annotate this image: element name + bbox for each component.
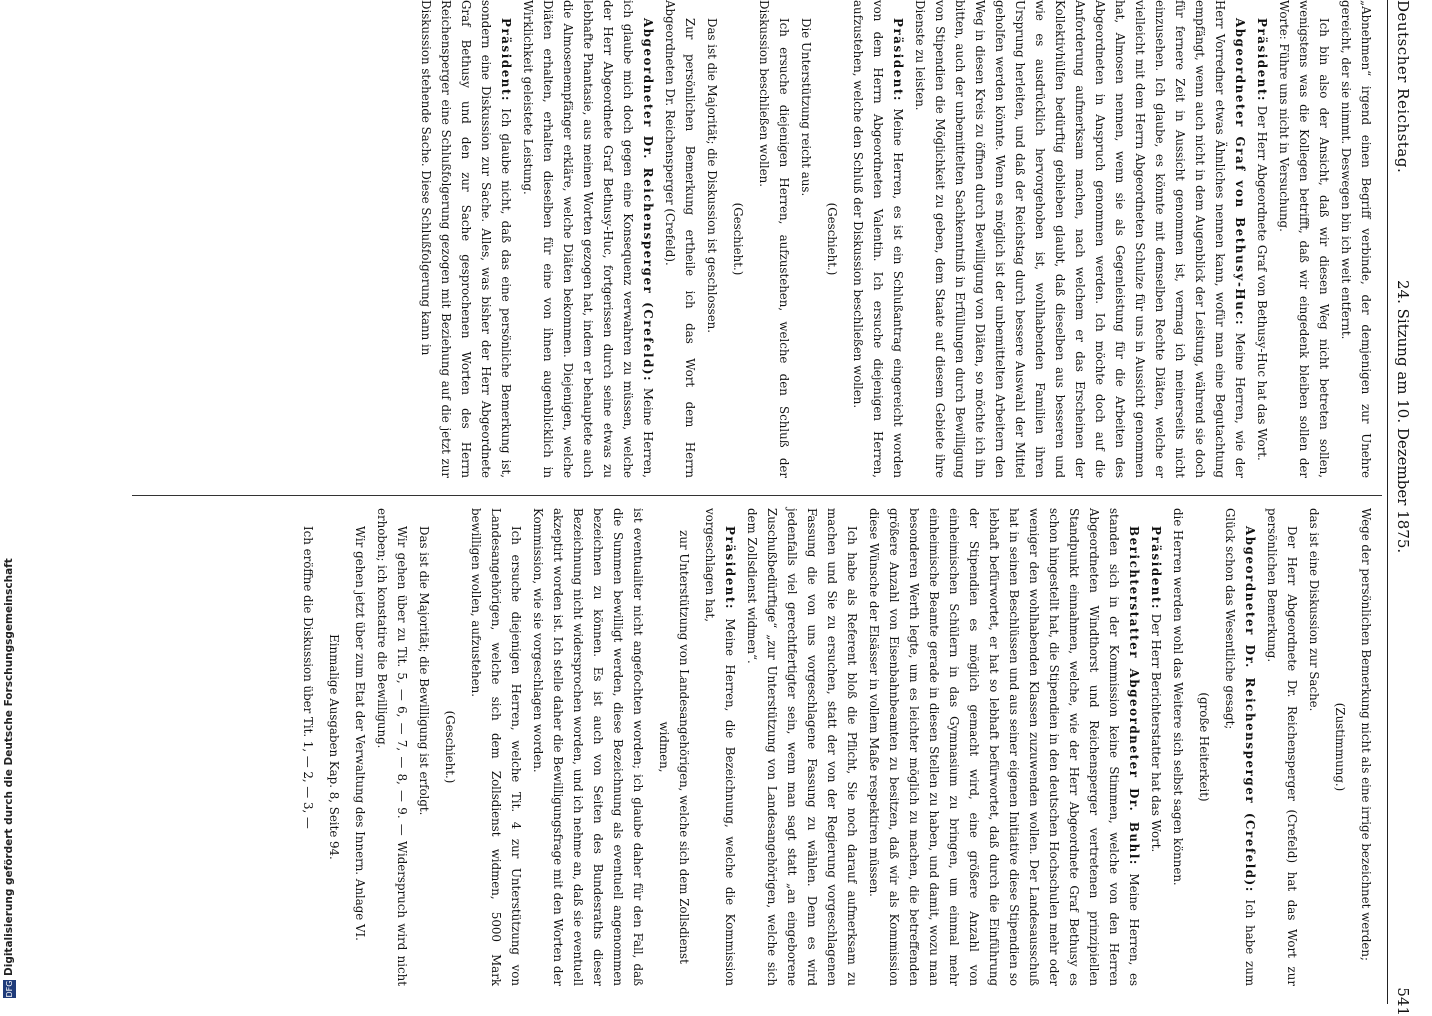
- speech-text: Meine Herren, es standen sich in der Kommission keine Stimmen, welche von den Herren Abgeordneten Windthorst und Reichensperger vertretenen prinzipiellen Standpunkt einnahmen, welche, wie der Herr Abgeordnete Graf Bethusy es schon hingestellt hat, die Stipendien in den deutschen Hochschulen mehr oder weniger den wohlhabenden Klassen zuzuwenden wollen. Der Landesausschuß hat in seinen Beschlüssen und aus seiner eigenen Initiative diese Stipendien so lebhaft befürwortet, er hat so lebhaft befürwortet, daß durch die Einführung der Stipendien es möglich gemacht wird, eine größere Anzahl von einheimischen Schülern in das Gymnasium zu bringen, um einmal mehr einheimische Beamte gerade in diesen Stellen zu haben, und damit, wozu man besonderen Werth legte, um es leichter möglich zu machen, die betreffenden größere Anzahl von Eisenbahnbeamten zu besitzen, daß wir als Kommission diese Wünsche der Elsässer in vollem Maße respektiren müssen.: [867, 508, 1141, 986]
- paragraph: [848, 0, 908, 478]
- header-session: 24. Sitzung am 10. Dezember 1875.: [1394, 280, 1412, 554]
- paragraph: [864, 508, 1144, 986]
- left-column: [414, 0, 1376, 478]
- stage-note: (große Heiterkeit): [1197, 692, 1211, 802]
- paragraph: Zur persönlichen Bemerkung ertheile ich das Wort dem Herrn Abgeordneten Dr. Reichensperger (Crefeld).: [663, 0, 697, 478]
- speaker-label: Präsident:: [1149, 526, 1163, 610]
- paragraph: „Abnehmen“ irgend einen Begriff verbinde, der demjenigen zur Unehre gereicht, der sie nimmt. Deswegen bin ich weit entfernt.: [1339, 0, 1373, 478]
- speaker-label: Berichterstatter Abgeordneter Dr. Buhl:: [1127, 526, 1141, 866]
- credit-text: Digitalisierung gefördert durch die Deutsche Forschungsgemeinschaft: [3, 558, 15, 976]
- speaker-label: Präsident:: [723, 526, 737, 610]
- speaker-label: Präsident:: [1255, 18, 1269, 102]
- paragraph: [1220, 508, 1260, 986]
- paragraph: Der Herr Abgeordnete Dr. Reichensperger (Crefeld) hat das Wort zur persönlichen Bemerkung.: [1265, 508, 1299, 986]
- paragraph: Wir gehen über zu Tit. 5, — 6, — 7, — 8, — 9. — Widerspruch wird nicht erhoben; ich konstatire die Bewilligung.: [375, 508, 409, 986]
- speaker-label: Präsident:: [891, 18, 905, 102]
- speech-text: Ich glaube nicht, daß das eine persönliche Bemerkung ist, sondern eine Diskussion zur Sache. Alles, was bisher der Herr Abgeordnete Graf Bethusy und den zur Sache gesprochenen Worten des Herrn Reichensperger eine Schlußfolgerung gezogen mit Beziehung auf die jetzt zur Diskussion stehende Sache. Diese Schlußfolgerung kann in: [419, 0, 513, 478]
- header-title: Deutscher Reichstag.: [1394, 0, 1412, 174]
- paragraph: [700, 508, 740, 986]
- paragraph: Die Unterstützung reicht aus.: [799, 18, 813, 197]
- speech-text: Ich habe zum Glück schon das Wesentliche gesagt;: [1223, 508, 1257, 987]
- stage-note: (Geschieht.): [443, 710, 457, 784]
- speaker-label: Abgeordneter Dr. Reichensperger (Crefeld):: [641, 18, 655, 383]
- paragraph: das ist eine Diskussion zur Sache.: [1307, 508, 1321, 712]
- page-number: 541: [1394, 987, 1412, 1016]
- column-rule: [132, 495, 1382, 496]
- stage-note: (Geschieht.): [825, 202, 839, 276]
- speech-text: Der Herr Abgeordnete Graf von Bethusy-Huc hat das Wort.: [1255, 105, 1269, 461]
- paragraph: Ich ersuche diejenigen Herren, aufzustehen, welche den Schluß der Diskussion beschließen wollen.: [757, 0, 791, 478]
- paragraph: Ich ersuche diejenigen Herren, welche Tit. 4 zur Unterstützung von Landesangehörigen, welche sich dem Zollsdienst widmen, 5000 Mark bewilligen wollen, aufzustehen.: [469, 508, 523, 986]
- paragraph: Ich bin also der Ansicht, daß wir diesen Weg nicht betreten sollen, wenigstens was die Kollegen betrifft, daß wir eingedenk bleiben sollen der Worte: Führe uns nicht in Versuchung.: [1277, 0, 1331, 478]
- speaker-label: Abgeordneter Dr. Reichensperger (Crefeld):: [1243, 526, 1257, 893]
- paragraph: [910, 0, 1250, 478]
- right-column: [296, 508, 1376, 986]
- paragraph: [416, 0, 516, 478]
- speech-text: Meine Herren, wie der Herr Vorredner etwas Ähnliches nennen kann, wofür man eine Begutachtung empfängt, wenn auch nicht in dem Augenblick der Leistung, während sie doch für fernere Zeit in Aussicht genommen ist, vermag ich meinerseits nicht einzusehen. Ich glaube, es könnte mit demselben Rechte Diäten, welche er vielleicht mit dem Herrn Abgeordneten Schulze für uns in Aussicht genommen hat, Almosen nennen, wenn sie als Gegenleistung für die Arbeiten des Abgeordneten in Anspruch genommen werden. Ich möchte doch auf die Anforderung aufmerksam machen, nach welchem er das Erscheinen der Kollektivhülfen bedürftig geblieben glaubt, daß dieselben aus besseren und wie es ausdrücklich hervorgehoben ist, wohlhabenden Familien ihren Ursprung herleiten, und daß der Reichstag durch bessere Auswahl der Mittel geholfen werden könnte. Wenn es möglich ist der unbemittelten Arbeitern den Weg in diesen Kreis zu öffnen durch Bewilligung von Diäten, so möchte ich ihn bitten, auch der unbemittelten Sachkenntniß in Erfüllungen durch Bewilligung von Stipendien die Möglichkeit zu geben, dem Staate auf diesem Gebiete ihre Dienste zu leisten.: [913, 0, 1247, 478]
- speech-text: Der Herr Berichterstatter hat das Wort.: [1149, 613, 1163, 853]
- stage-note: (Geschieht.): [731, 202, 745, 276]
- paragraph: Ich habe als Referent bloß die Pflicht, Sie noch darauf aufmerksam zu machen und Sie zu ersuchen, statt der von der Regierung vorgeschlagenen Fassung die von uns vorgeschlagene Fassung zu wählen. Denn es wird jedenfalls viel gerechtfertigter sein, wenn man sagt statt „an eingeborene Zuschußbedürftige“ „zur Unterstützung von Landesangehörigen, welche sich dem Zollsdienst widmen“.: [745, 508, 859, 986]
- running-header: [1384, 0, 1418, 1016]
- speech-text: Meine Herren, ich glaube mich doch gegen eine Konsequenz verwahren zu müssen, welche der Herr Abgeordnete Graf Bethusy-Huc, fortgerissen durch seine etwas zu lebhafte Phantasie, aus meinen Worten gezogen hat, indem er behauptete auch die Almosenempfänger erkläre, welche Diäten bekommen. Diejenigen, welche Diäten erhalten, erhalten dieselben für eine von ihnen augenblicklich in Wirklichkeit geleistete Leistung.: [521, 0, 655, 478]
- credit-strip: [0, 0, 20, 1000]
- dfg-logo: DFG: [5, 980, 14, 998]
- paragraph: Einmalige Ausgaben Kap. 8, Seite 94.: [327, 634, 341, 860]
- paragraph: [518, 0, 658, 478]
- stage-note: (Zustimmung.): [1333, 702, 1347, 792]
- quoted-designation: zur Unterstützung von Landesangehörigen, welche sich dem Zollsdienst widmen,: [657, 530, 691, 964]
- paragraph: [1252, 0, 1272, 478]
- paragraph: Das ist die Majorität; die Diskussion ist geschlossen.: [705, 18, 719, 334]
- header-rule: [1387, 0, 1388, 1004]
- paragraph: die Herren werden wohl das Weitere sich selbst sagen können.: [1171, 508, 1185, 886]
- paragraph: Das ist die Majorität; die Bewilligung ist erfolgt.: [417, 526, 431, 816]
- speech-text: Meine Herren, es ist ein Schlußantrag eingereicht worden von dem Herrn Abgeordneten Valentin. Ich ersuche diejenigen Herren, aufzustehen, welche den Schluß der Diskussion beschließen wollen.: [851, 0, 905, 479]
- paragraph: Wege der persönlichen Bemerkung nicht als eine irrige bezeichnet werden;: [1359, 508, 1373, 961]
- paragraph: ist eventualiter nicht angefochten worden; ich glaube daher für den Fall, daß die Summen bewilligt werden, diese Bezeichnung als eventuell angenommen bezeichnen zu können. Es ist auch von Seiten des Bundesraths dieser Bezeichnung nicht widersprochen worden, und ich nehme an, daß sie eventuell akzeptirt worden ist. Ich stelle daher die Bewilligungsfrage mit den Worten der Kommission, wie sie vorgeschlagen worden.: [531, 508, 645, 986]
- paragraph: Ich eröffne die Diskussion über Tit. 1, — 2, — 3, —: [301, 526, 315, 829]
- speech-text: Meine Herren, die Bezeichnung, welche die Kommission vorgeschlagen hat,: [703, 508, 737, 986]
- speaker-label: Abgeordneter Graf von Bethusy-Huc:: [1233, 18, 1247, 327]
- paragraph: [1146, 508, 1166, 986]
- paragraph: Wir gehen jetzt über zum Etat der Verwaltung des Innern. Anlage VI.: [353, 526, 367, 941]
- speaker-label: Präsident:: [499, 18, 513, 102]
